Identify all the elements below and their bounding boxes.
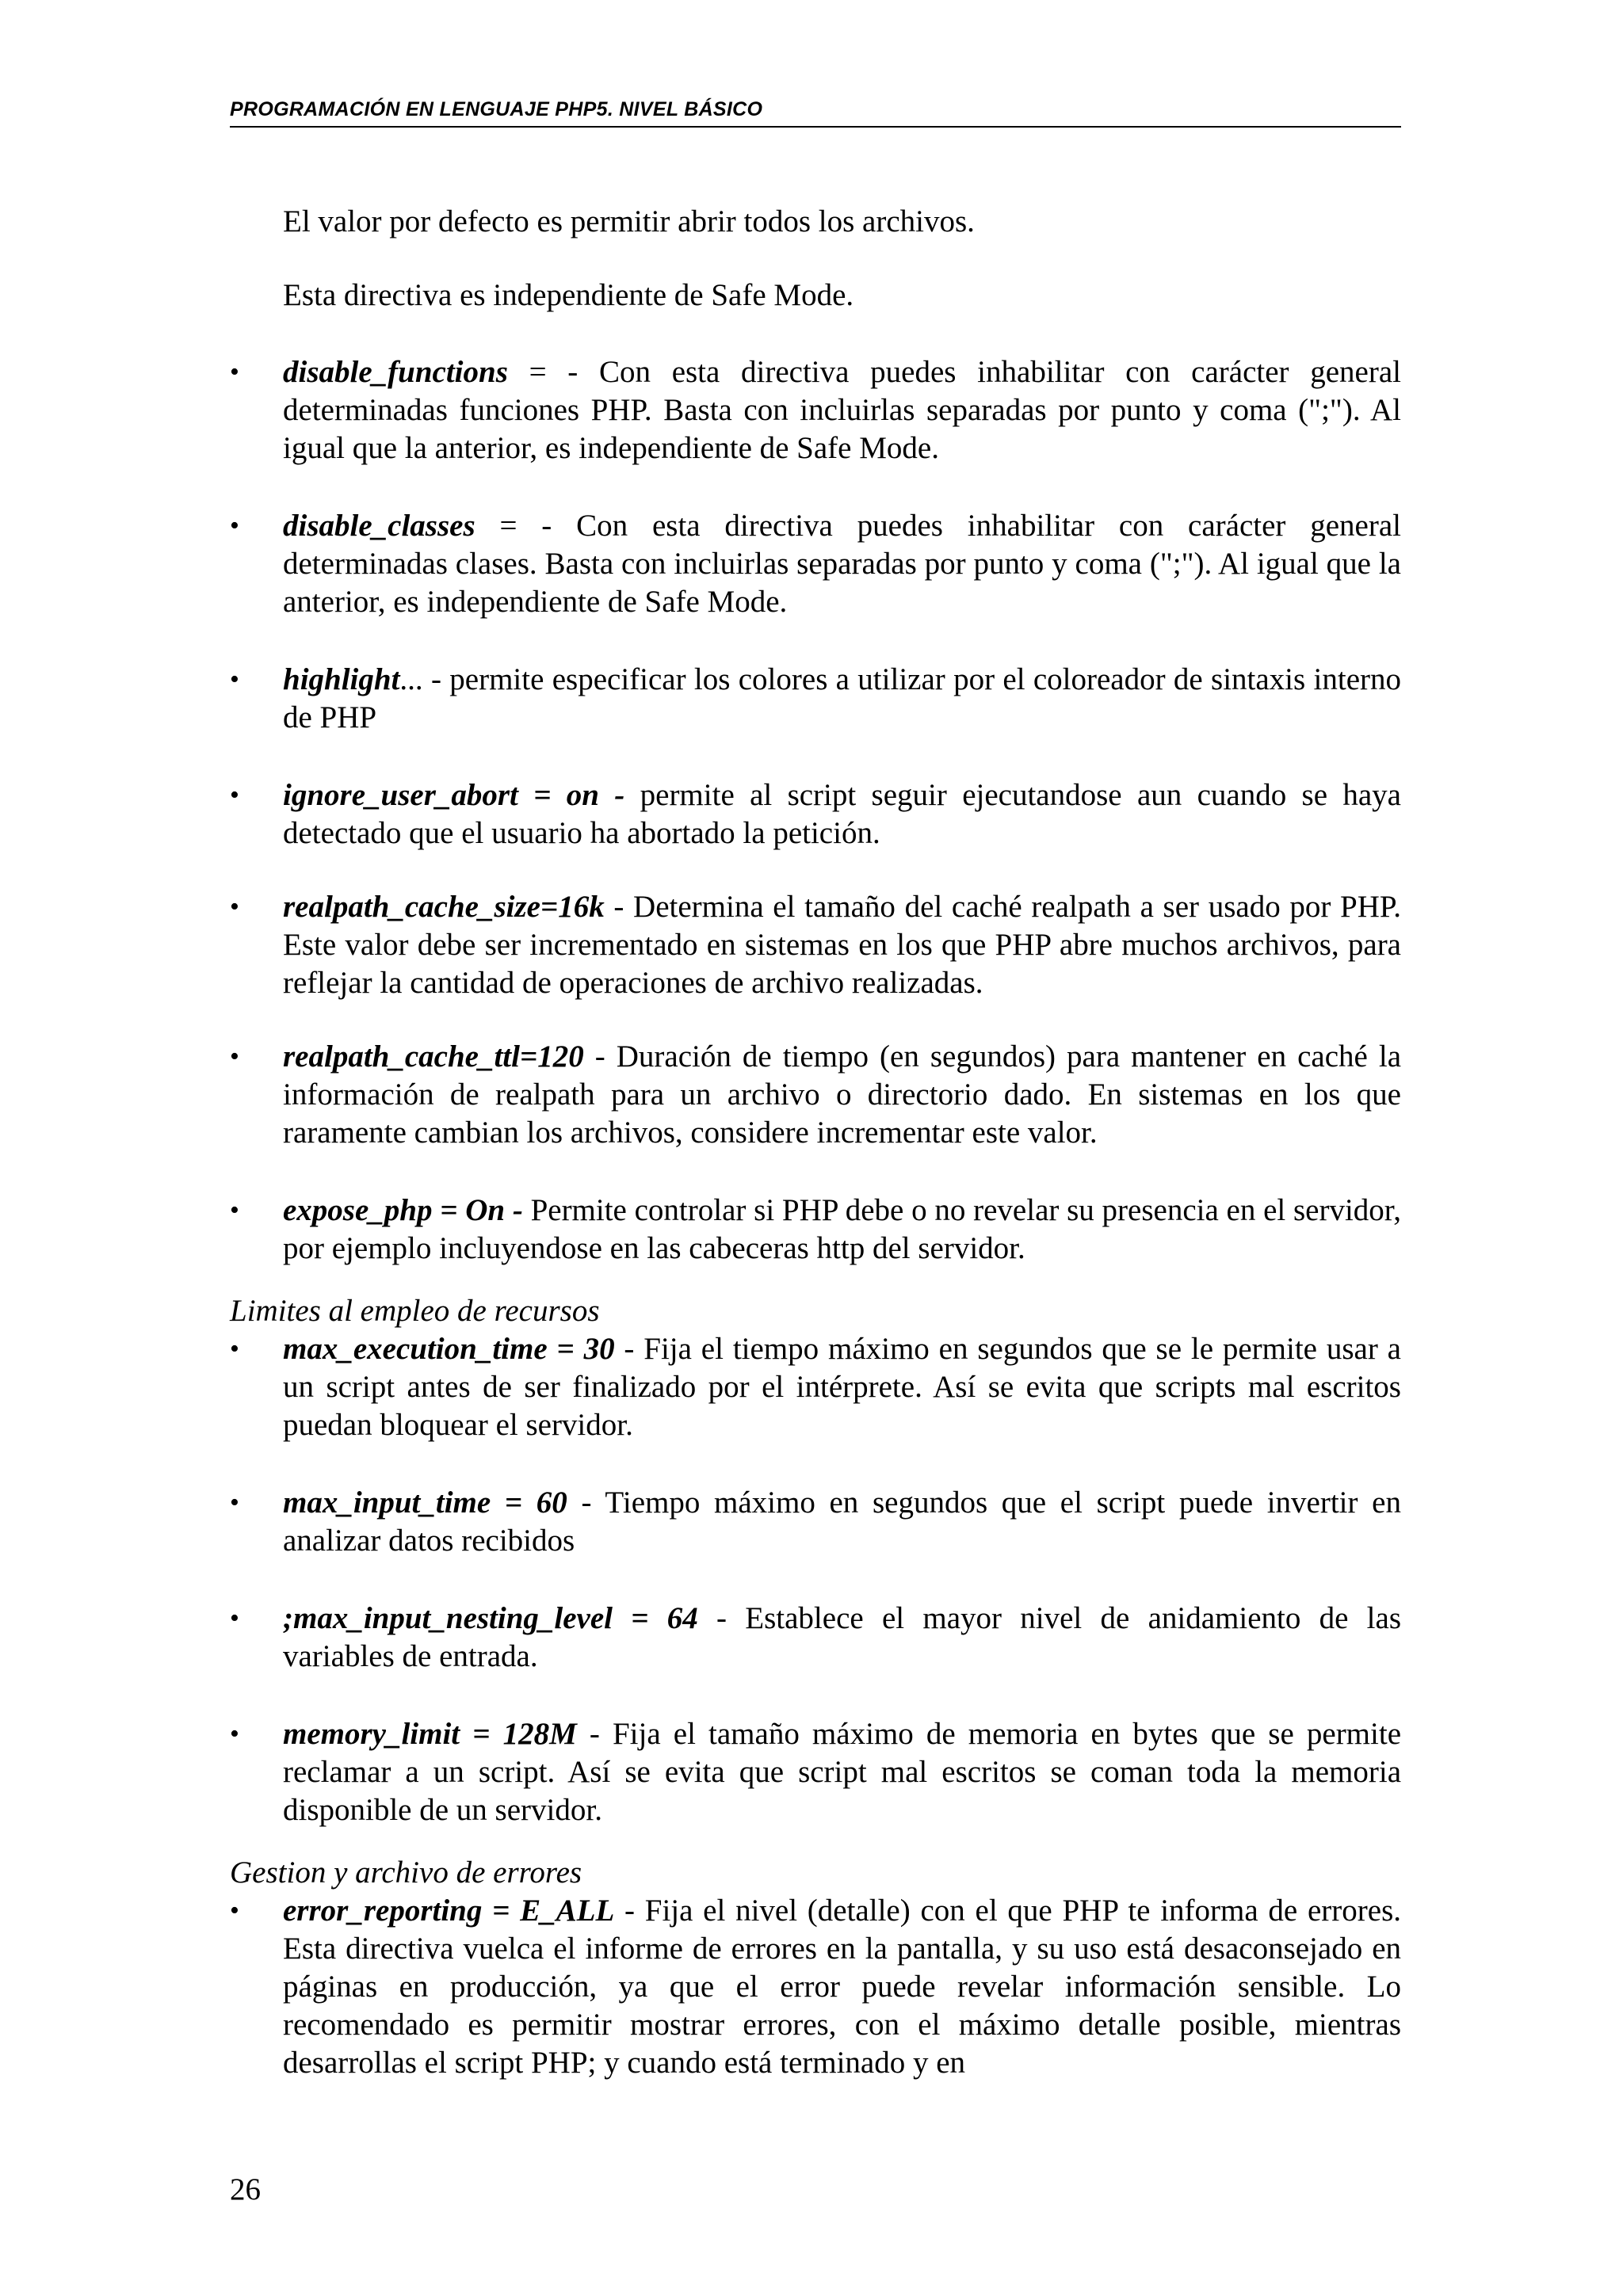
directive-description: = - Con esta directiva puedes inhabilitar con carácter general determinadas funciones PHP. Basta con incluirlas separadas por punto y coma (";"). Al igual que la anterior, es independiente de Safe Mode. [283, 355, 1401, 465]
bullet-icon: • [230, 1196, 239, 1225]
directive-description: - Establece el mayor nivel de anidamiento de las variables de entrada. [283, 1601, 1401, 1673]
directive-description: Permite controlar si PHP debe o no revelar su presencia en el servidor, por ejemplo incluyendose en las cabeceras http del servidor. [283, 1193, 1401, 1265]
directive-name: highlight [283, 662, 400, 696]
directive-description: ... - permite especificar los colores a utilizar por el coloreador de sintaxis interno de PHP [283, 662, 1401, 734]
bullet-icon: • [230, 1896, 239, 1925]
directive-name: disable_classes [283, 509, 475, 543]
directive-name: ;max_input_nesting_level = 64 [283, 1601, 698, 1635]
bullet-icon: • [230, 665, 239, 694]
directive-description: - Duración de tiempo (en segundos) para mantener en caché la información de realpath para un archivo o directorio dado. En sistemas en los que raramente cambian los archivos, considere incrementar este valor. [283, 1039, 1401, 1150]
running-header: PROGRAMACIÓN EN LENGUAJE PHP5. NIVEL BÁSICO [230, 98, 763, 120]
bullet-icon: • [230, 357, 239, 387]
directive-name: realpath_cache_size=16k [283, 890, 605, 924]
page-number: 26 [230, 2172, 261, 2206]
directive-name: ignore_user_abort = on - [283, 778, 625, 812]
directive-description: - Fija el tiempo máximo en segundos que se le permite usar a un script antes de ser finalizado por el intérprete. Así se evita que scripts mal escritos puedan bloquear el servidor. [283, 1332, 1401, 1442]
directive-name: expose_php = On - [283, 1193, 523, 1227]
directive-item [230, 661, 1401, 737]
directive-item [230, 1892, 1401, 2082]
directive-name: max_input_time = 60 [283, 1486, 567, 1520]
directive-description: = - Con esta directiva puedes inhabilitar con carácter general determinadas clases. Basta con incluirlas separadas por punto y coma (";"). Al igual que la anterior, es independiente de Safe Mode. [283, 509, 1401, 619]
directive-name: realpath_cache_ttl=120 [283, 1039, 584, 1074]
directive-item [230, 1484, 1401, 1560]
directive-description: - Fija el tamaño máximo de memoria en bytes que se permite reclamar a un script. Así se evita que script mal escritos se coman toda la memoria disponible de un servidor. [283, 1717, 1401, 1827]
bullet-icon: • [230, 892, 239, 921]
directive-item [230, 776, 1401, 852]
directive-description: - Fija el nivel (detalle) con el que PHP te informa de errores. Esta directiva vuelca el informe de errores en la pantalla, y su uso está desaconsejado en páginas en producción, ya que el error puede revelar información sensible. Lo recomendado es permitir mostrar errores, con el máximo detalle posible, mientras desarrollas el script PHP; y cuando está terminado y en [283, 1894, 1401, 2080]
directive-description: - Determina el tamaño del caché realpath a ser usado por PHP. Este valor debe ser incrementado en sistemas en los que PHP abre muchos archivos, para reflejar la cantidad de operaciones de archivo realizadas. [283, 890, 1401, 1000]
directive-item [230, 1330, 1401, 1444]
intro-paragraph-1: El valor por defecto es permitir abrir todos los archivos. [283, 204, 975, 238]
directive-description: - Tiempo máximo en segundos que el script puede invertir en analizar datos recibidos [283, 1486, 1401, 1558]
header-rule [230, 126, 1401, 128]
bullet-icon: • [230, 1488, 239, 1517]
bullet-icon: • [230, 511, 239, 540]
section-heading: Gestion y archivo de errores [230, 1855, 582, 1890]
directive-description: permite al script seguir ejecutandose aun cuando se haya detectado que el usuario ha abortado la petición. [283, 778, 1401, 850]
bullet-icon: • [230, 1042, 239, 1071]
directive-name: error_reporting = E_ALL [283, 1894, 615, 1928]
intro-paragraph-2: Esta directiva es independiente de Safe Mode. [283, 278, 854, 312]
directive-item [230, 1600, 1401, 1676]
section-heading: Limites al empleo de recursos [230, 1294, 600, 1328]
directive-name: disable_functions [283, 355, 508, 389]
directive-item [230, 507, 1401, 621]
page-body [230, 203, 1401, 2082]
directive-item [230, 1192, 1401, 1268]
bullet-icon: • [230, 1719, 239, 1749]
bullet-icon: • [230, 1334, 239, 1363]
directive-name: memory_limit = 128M [283, 1717, 577, 1751]
bullet-icon: • [230, 1604, 239, 1633]
bullet-icon: • [230, 780, 239, 810]
directive-item [230, 888, 1401, 1002]
directive-item [230, 353, 1401, 467]
directive-item [230, 1038, 1401, 1152]
directive-item [230, 1715, 1401, 1829]
directive-name: max_execution_time = 30 [283, 1332, 615, 1366]
